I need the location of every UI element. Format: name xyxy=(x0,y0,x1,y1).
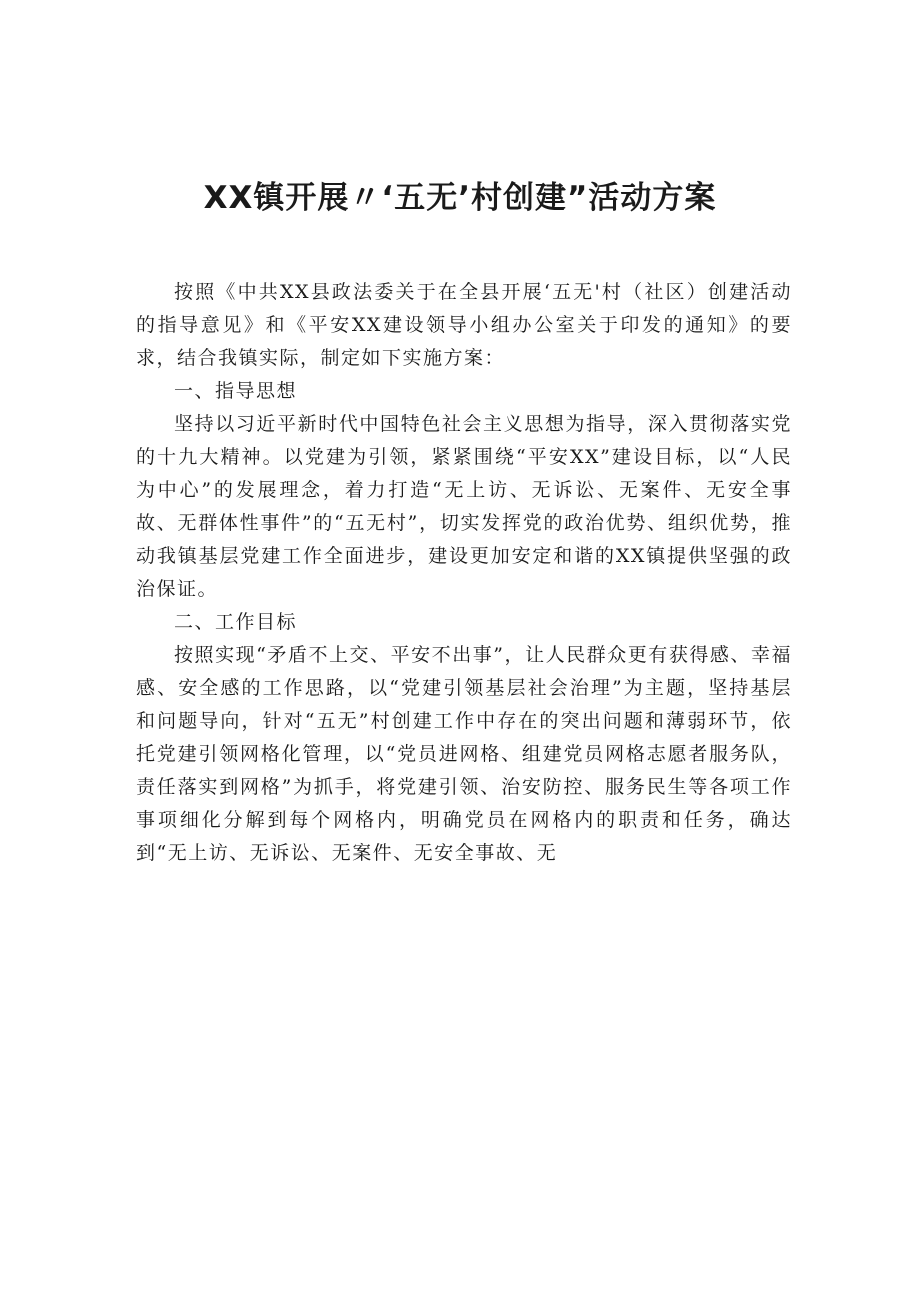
document-title: XX镇开展〃‘五无’村创建”活动方案 xyxy=(203,180,717,216)
section-heading-guiding-ideology: 一、指导思想 xyxy=(174,380,298,402)
intro-paragraph: 按照《中共XX县政法委关于在全县开展‘五无'村（社区）创建活动的指导意见》和《平安XX建设领导小组办公室关于印发的通知》的要求，结合我镇实际，制定如下实施方案： xyxy=(136,281,792,369)
guiding-ideology-paragraph: 坚持以习近平新时代中国特色社会主义思想为指导，深入贯彻落实党的十九大精神。以党建为引领，紧紧围绕“平安XX”建设目标，以“人民为中心”的发展理念，着力打造“无上访、无诉讼、无案件、无安全事故、无群体性事件”的“五无村”，切实发挥党的政治优势、组织优势，推动我镇基层党建工作全面进步，建设更加安定和谐的XX镇提供坚强的政治保证。 xyxy=(136,413,792,600)
section-heading-work-goals: 二、工作目标 xyxy=(174,611,298,633)
work-goals-paragraph: 按照实现“矛盾不上交、平安不出事”，让人民群众更有获得感、幸福感、安全感的工作思路，以“党建引领基层社会治理”为主题，坚持基层和问题导向，针对“五无”村创建工作中存在的突出问题和薄弱环节，依托党建引领网格化管理，以“党员进网格、组建党员网格志愿者服务队，责任落实到网格”为抓手，将党建引领、治安防控、服务民生等各项工作事项细化分解到每个网格内，明确党员在网格内的职责和任务，确达到“无上访、无诉讼、无案件、无安全事故、无 xyxy=(136,644,792,864)
document-body xyxy=(136,276,792,870)
